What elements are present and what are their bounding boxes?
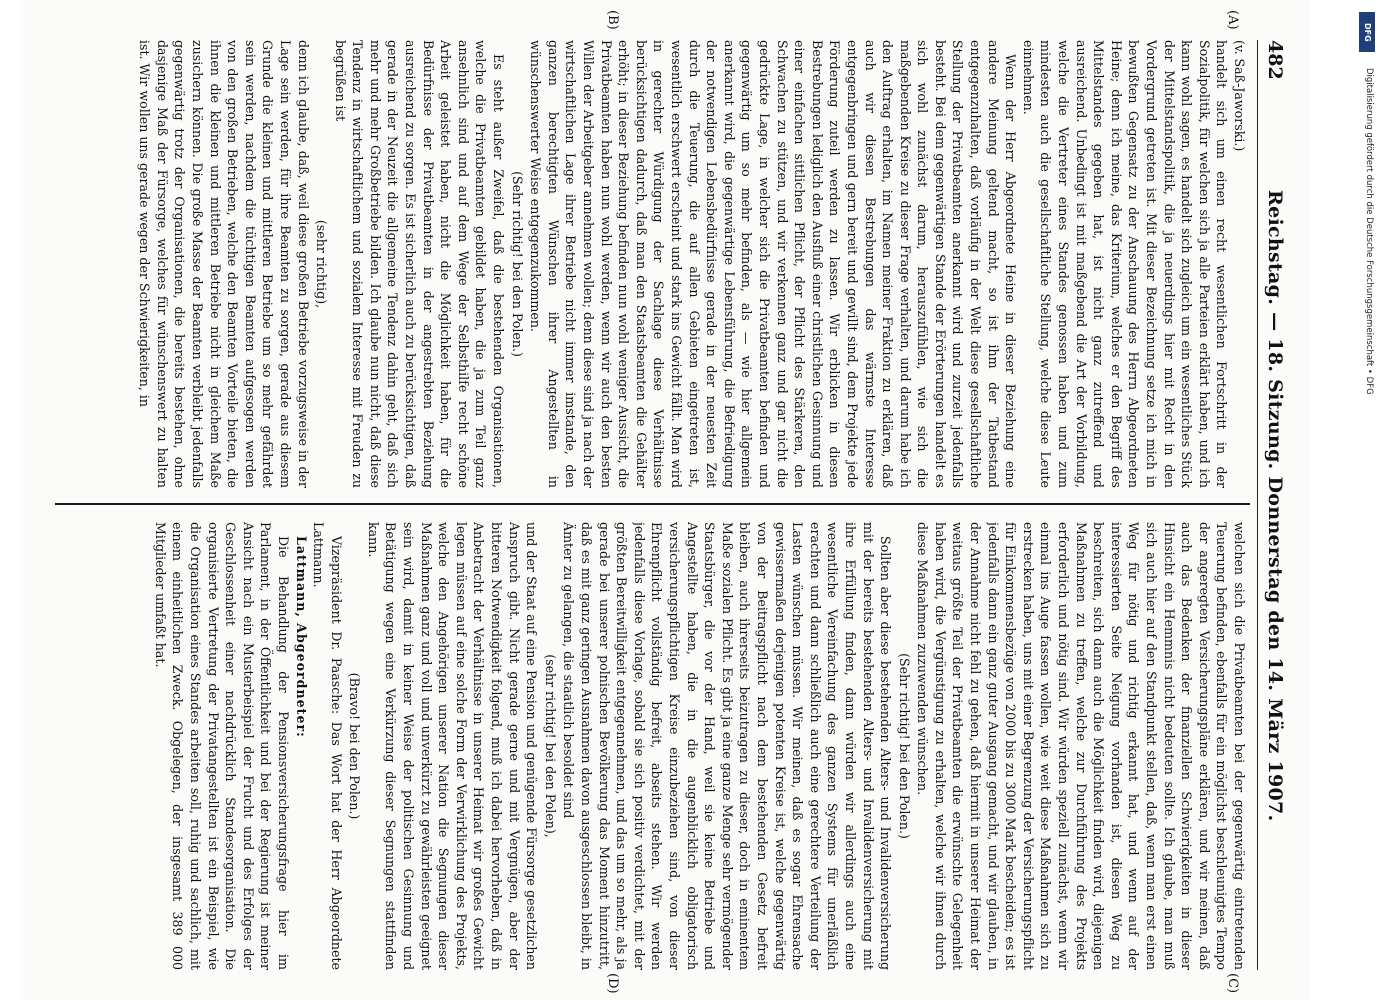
margin-mark-d: (D) [605, 973, 620, 994]
paragraph: denn ich glaube, daß, weil diese großen Betriebe vorzugsweise in der Lage sein werden, für ihre Beamten zu sorgen, gerade aus diesem Grunde die kleinen und mittleren Betriebe um so mehr gefährdet sein werden, nachdem die tüchtigen Beamten aufgesogen werden von den großen Betrieben, welche den Beamten Vorteile bieten, die ihnen die kleinen und mittleren Betriebe nicht in gleichem Maße zusichern können. Die große Masse der Beamten verbleibt jedenfalls gegenwärtig trotz der Organisationen, die bereits bestehen, ohne dasjenige Maß der Fürsorge, welches für wünschenswert zu halten ist. Wir wollen uns gerade wegen der Schwierigkeiten, in [137, 40, 311, 488]
paragraph: handelt sich um einen recht wesentlichen Fortschritt in der Sozialpolitik, für welchen sich ja alle Parteien erklärt haben, und ich kann wohl sagen, es handelt sich zugleich um ein wesentliches Stück der Mittelstandspolitik, die ja neuerdings hier mit Recht in den Vordergrund getreten ist. Mit dieser Bezeichnung setze ich mich in bewußten Gegensatz zu der Anschauung des Herrn Abgeordneten Heine; denn ich meine, das Kriterium, welches er den Begriff des Mittelstandes gegeben hat, ist nicht ganz zutreffend und ausreichend. Unbedingt ist mit maßgebend die Art der Vorbildung, welche die Vertreter eines Standes genossen haben und zum mindesten auch die gesellschaftliche Stellung, welche diese Leute einnehmen. [1020, 40, 1230, 488]
margin-mark-a: (A) [1225, 10, 1240, 30]
page-title: Reichstag. — 18. Sitzung. Donnerstag den 14. März 1907. [1264, 190, 1286, 822]
speaker-reference: (v. Saß-Jaworski.) [1232, 40, 1247, 152]
paragraph: Die Behandlung der Pensionsversicherungsfrage hier im Parlament, in der Öffentlichkeit und bei der Regierung ist meiner Ansicht nach ein Musterbeispiel der Frucht und des Erfolges der Geschlossenheit einer nachdrücklich Standesorganisation. Die organisierte Vertretung der Privatangestellten ist ein Beispiel, wie die Organisation eines Standes arbeiten soll, ruhig und sachlich, mit einem einheitlichen Zweck. Obgelegen, der insgesamt 389 000 Mitglieder umfaßt hat. [152, 522, 291, 970]
interjection: (sehr richtig), [314, 219, 330, 309]
page-number: 482 [1264, 40, 1286, 80]
digitization-sidebar [1357, 8, 1379, 998]
scanned-page [20, 0, 1310, 1000]
paragraph: welchen sich die Privatbeamten bei der gegenwärtig eintretenden Teuerung befinden, ebenfalls für ein möglichst beschleunigtes Tempo der angeregten Versicherungspläne erklären, und wir meinen, daß auch das Bedenken der finanziellen Schwierigkeiten in dieser Hinsicht ein Hemmnis nicht bedeuten sollte. Ich glaube, man muß sich auch hier auf den Standpunkt stellen, daß, wenn man erst einen Weg für nötig und richtig erkannt hat, und wenn auf der interessierten Seite Neigung vorhanden ist, diesen Weg zu beschreiten, sich dann auch die Möglichkeit finden wird, diejenigen Maßnahmen zu treffen, welche zur Durchführung des Projekts erforderlich und nötig sind. Wir würden speziell zunächst, wenn wir einmal ins Auge fassen wollen, wie weit diese Maßnahmen sich zu erstrecken haben, uns mit einer Begrenzung der Versicherungspflicht für Einkommensbezüge von 2000 bis zu 3000 Mark bescheiden; es ist jedenfalls dann ein ganz guter Ausgang gemacht, und wir glauben, in der Annahme nicht fehl zu gehen, daß hiermit in unserer Heimat der weitaus größte Teil der Privatbeamten die erwünschte Gelegenheit haben wird, die Vergünstigung zu erhalten, welche wir ihnen durch diese Maßnahmen zuzuwenden wünschen. [915, 522, 1247, 970]
paragraph: Sollten aber diese bestehenden Alters- und Invalidenversicherung mit der bereits bestehenden Alters- und Invalidenversicherung mit ihre Erfüllung finden, dann würden wir allerdings auch eine wesentliche Vereinfachung des ganzen Systems für unerläßlich erachten und dann schließlich auch eine gerechtere Verteilung der Lasten wünschen müssen. Wir meinen, daß es sogar Ehrensache gewissermaßen derjenigen potenten Kreise ist, welche gegenwärtig von der Beitragspflicht nach dem bestehenden Gesetz befreit bleiben, auch ihrerseits beizutragen zu dieser, doch in eminentem Maße sozialen Pflicht. Es gibt ja eine ganze Menge sehr vermögender Staatsbürger, die vor der Hand, weil sie keine Betriebe und Angestellte haben, die in die augenblicklich obligatorisch versicherungspflichtigen Kreise einzubeziehen sind, von dieser Ehrenpflicht vollständig befreit, abseits stehen. Wir werden jedenfalls diese Vorlage, sobald sie sich positiv verdichtet, mit der größten Bereitwilligkeit entgegennehmen, und das um so mehr, als ja gerade bei unserer polnischen Bevölkerung das Moment hinzutritt, daß es mit ganz geringen Ausnahmen davon ausgeschlossen bleibt, in Ämter zu gelangen, die staatlich besoldet sind [561, 522, 894, 970]
margin-mark-b: (B) [605, 10, 620, 30]
interjection: (sehr richtig! bei den Polen), [542, 654, 558, 838]
left-column [58, 40, 1248, 488]
column-divider [55, 503, 1250, 505]
page-header [1257, 40, 1288, 970]
interjection: (Sehr richtig! bei den Polen.) [896, 653, 912, 839]
interjection: (Bravo! bei den Polen.) [347, 672, 363, 820]
speaker-intro: Lattmann, Abgeordneter: [293, 536, 309, 738]
right-column [58, 522, 1248, 970]
paragraph: Wenn der Herr Abgeordnete Heine in dieser Beziehung eine andere Meinung geltend macht, so ist ihm der Tatbestand entgegenzuhalten, daß vorläufig in der Welt diese gesellschaftliche Stellung der Privatbeamten anerkannt wird und zurzeit jedenfalls besteht. Bei dem gegenwärtigen Stande der Erörterungen handelt es sich wohl zunächst darum, herauszufühlen, wie sich die maßgebenden Kreise zu dieser Frage verhalten, und darum habe ich den Auftrag erhalten, im Namen meiner Fraktion zu erklären, daß auch wir diesen Bestrebungen das wärmste Interesse entgegenbringen und gern bereit und gewillt sind, dem Projekte jede Förderung zuteil werden zu lassen. Wir erblicken in diesen Bestrebungen lediglich den Ausfluß einer christlichen Gesinnung und einer einfachen sittlichen Pflicht, der Pflicht des Stärkeren, den Schwachen zu stützen, und wir verkennen ganz und gar nicht die gedrückte Lage, in welcher sich die Privatbeamten befinden und gegenwärtig um so mehr befinden, als — wie hier allgemein anerkannt wird, die gegenwärtige Lebensführung, die Befriedigung der notwendigen Lebensbedürfnisse gerade in der neuesten Zeit durch die Teuerung, die auf allen Gebieten eingetreten ist, wesentlich erschwert erscheint und stark ins Gewicht fällt. Man wird in gerechter Würdigung der Sachlage diese Verhältnisse berücksichtigen dadurch, daß man den Staatsbeamten die Gehälter erhöht; in dieser Beziehung befinden nun wohl weniger Aussicht, die Privatbeamten haben nun wohl werden, wenn wir auch den besten Willen der Arbeitgeber annehmen wollen; denn diese sind ja nach der wirtschaftlichen Lage ihrer Betriebe nicht immer imstande, den ganzen berechtigten Wünschen ihrer Angestellten in wünschenswerter Weise entgegenzukommen. [528, 40, 1019, 488]
dfg-logo: DFG [1359, 12, 1375, 52]
president-remark: Vizepräsident Dr. Paasche: Das Wort hat der Herr Abgeordnete Lattmann. [311, 522, 344, 970]
margin-mark-c: (C) [1225, 973, 1240, 994]
paragraph: und der Staat auf eine Pension und genügende Fürsorge gesetzlichen Anspruch gibt. Nicht gerade gerne und mit Vergnügen, aber der bitteren Notwendigkeit folgend, muß ich dabei hervorheben, daß in Anbetracht der Verhältnisse in unserer Heimat wir großes Gewicht legen müssen auf eine solche Form der Verwirklichung des Projekts, welche den Angehörigen unserer Nation die Segnungen dieser Maßnahmen ganz und voll und unverkürzt zu gewährleisten geeignet sein wird, damit in keiner Weise der politischen Gesinnung und Betätigung wegen eine Verkürzung dieser Segnungen stattfinden kann. [365, 522, 540, 970]
digitization-credit: Digitalisierung gefördert durch die Deutsche Forschungsgemeinschaft • DFG [1364, 68, 1374, 395]
paragraph: Es steht außer Zweifel, daß die bestehenden Organisationen, welche die Privatbeamten gebildet haben, die ja zum Teil ganz ansehnlich sind und auf dem Wege der Selbsthilfe recht schöne Arbeit geleistet haben, nicht die Möglichkeit haben, für die Bedürfnisse der Privatbeamten in der angestrebten Beziehung ausreichend zu sorgen. Es ist sicherlich auch zu berücksichtigen, daß gerade in der Neuzeit die allgemeine Tendenz dahin geht, daß sich mehr und mehr Großbetriebe bilden. Ich glaube nun nicht, daß diese Tendenz in wirtschaftlichem und sozialem Interesse mit Freuden zu begrüßen ist [332, 40, 507, 488]
interjection: (Sehr richtig! bei den Polen.) [509, 171, 525, 357]
